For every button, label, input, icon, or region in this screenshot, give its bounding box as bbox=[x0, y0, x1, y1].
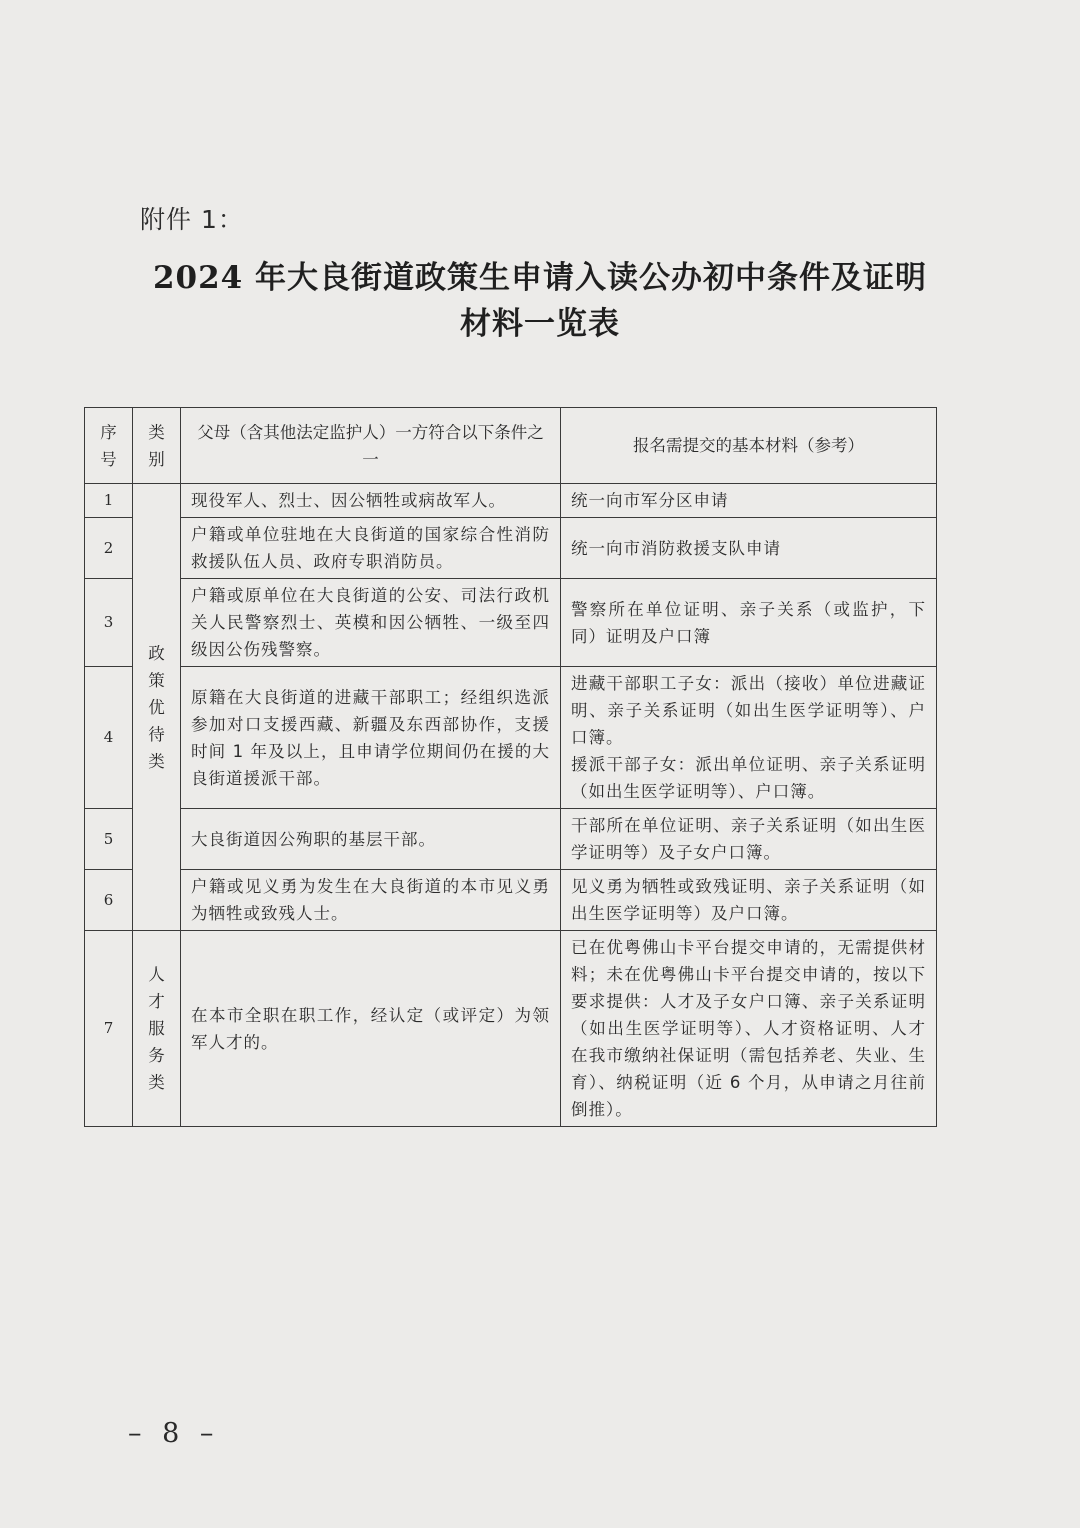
row-seq: 3 bbox=[85, 579, 133, 667]
row-seq: 2 bbox=[85, 518, 133, 579]
header-materials: 报名需提交的基本材料（参考） bbox=[561, 408, 937, 484]
row-condition: 户籍或原单位在大良街道的公安、司法行政机关人民警察烈士、英模和因公牺牲、一级至四级因公伤残警察。 bbox=[181, 579, 561, 667]
row-materials: 已在优粤佛山卡平台提交申请的，无需提供材料；未在优粤佛山卡平台提交申请的，按以下要求提供：人才及子女户口簿、亲子关系证明（如出生医学证明等）、人才资格证明、人才在我市缴纳社保证明（需包括养老、失业、生育）、纳税证明（近 6 个月，从申请之月往前倒推）。 bbox=[561, 931, 937, 1127]
row-seq: 6 bbox=[85, 870, 133, 931]
row-materials: 见义勇为牺牲或致残证明、亲子关系证明（如出生医学证明等）及户口簿。 bbox=[561, 870, 937, 931]
row-condition: 原籍在大良街道的进藏干部职工；经组织选派参加对口支援西藏、新疆及东西部协作，支援时间 1 年及以上，且申请学位期间仍在援的大良街道援派干部。 bbox=[181, 667, 561, 809]
document-title-line-1: 2024 年大良街道政策生申请入读公办初中条件及证明 bbox=[152, 260, 928, 296]
table-row bbox=[85, 518, 937, 579]
table-row bbox=[85, 484, 937, 518]
row-condition: 户籍或见义勇为发生在大良街道的本市见义勇为牺牲或致残人士。 bbox=[181, 870, 561, 931]
row-condition: 在本市全职在职工作，经认定（或评定）为领军人才的。 bbox=[181, 931, 561, 1127]
table-row bbox=[85, 579, 937, 667]
row-materials: 警察所在单位证明、亲子关系（或监护，下同）证明及户口簿 bbox=[561, 579, 937, 667]
header-seq: 序 号 bbox=[85, 408, 133, 484]
header-condition: 父母（含其他法定监护人）一方符合以下条件之一 bbox=[181, 408, 561, 484]
conditions-table bbox=[84, 407, 937, 1127]
header-category: 类 别 bbox=[133, 408, 181, 484]
row-condition: 现役军人、烈士、因公牺牲或病故军人。 bbox=[181, 484, 561, 518]
category-policy: 政 策 优 待 类 bbox=[133, 484, 181, 931]
row-materials bbox=[561, 667, 937, 809]
row-materials: 统一向市军分区申请 bbox=[561, 484, 937, 518]
attachment-label: 附件 1： bbox=[140, 205, 244, 234]
materials-para-1: 进藏干部职工子女：派出（接收）单位进藏证明、亲子关系证明（如出生医学证明等）、户口簿。 bbox=[571, 674, 926, 747]
table-header-row bbox=[85, 408, 937, 484]
row-seq: 5 bbox=[85, 809, 133, 870]
table-row bbox=[85, 931, 937, 1127]
table-row bbox=[85, 809, 937, 870]
page-number: – 8 – bbox=[128, 1418, 220, 1449]
row-materials: 干部所在单位证明、亲子关系证明（如出生医学证明等）及子女户口簿。 bbox=[561, 809, 937, 870]
row-seq: 4 bbox=[85, 667, 133, 809]
category-talent: 人 才 服 务 类 bbox=[133, 931, 181, 1127]
document-title-line-2: 材料一览表 bbox=[460, 306, 620, 342]
row-seq: 1 bbox=[85, 484, 133, 518]
row-seq: 7 bbox=[85, 931, 133, 1127]
table-row bbox=[85, 870, 937, 931]
row-materials: 统一向市消防救援支队申请 bbox=[561, 518, 937, 579]
row-condition: 大良街道因公殉职的基层干部。 bbox=[181, 809, 561, 870]
materials-para-2: 援派干部子女：派出单位证明、亲子关系证明（如出生医学证明等）、户口簿。 bbox=[571, 755, 926, 801]
row-condition: 户籍或单位驻地在大良街道的国家综合性消防救援队伍人员、政府专职消防员。 bbox=[181, 518, 561, 579]
table-row bbox=[85, 667, 937, 809]
